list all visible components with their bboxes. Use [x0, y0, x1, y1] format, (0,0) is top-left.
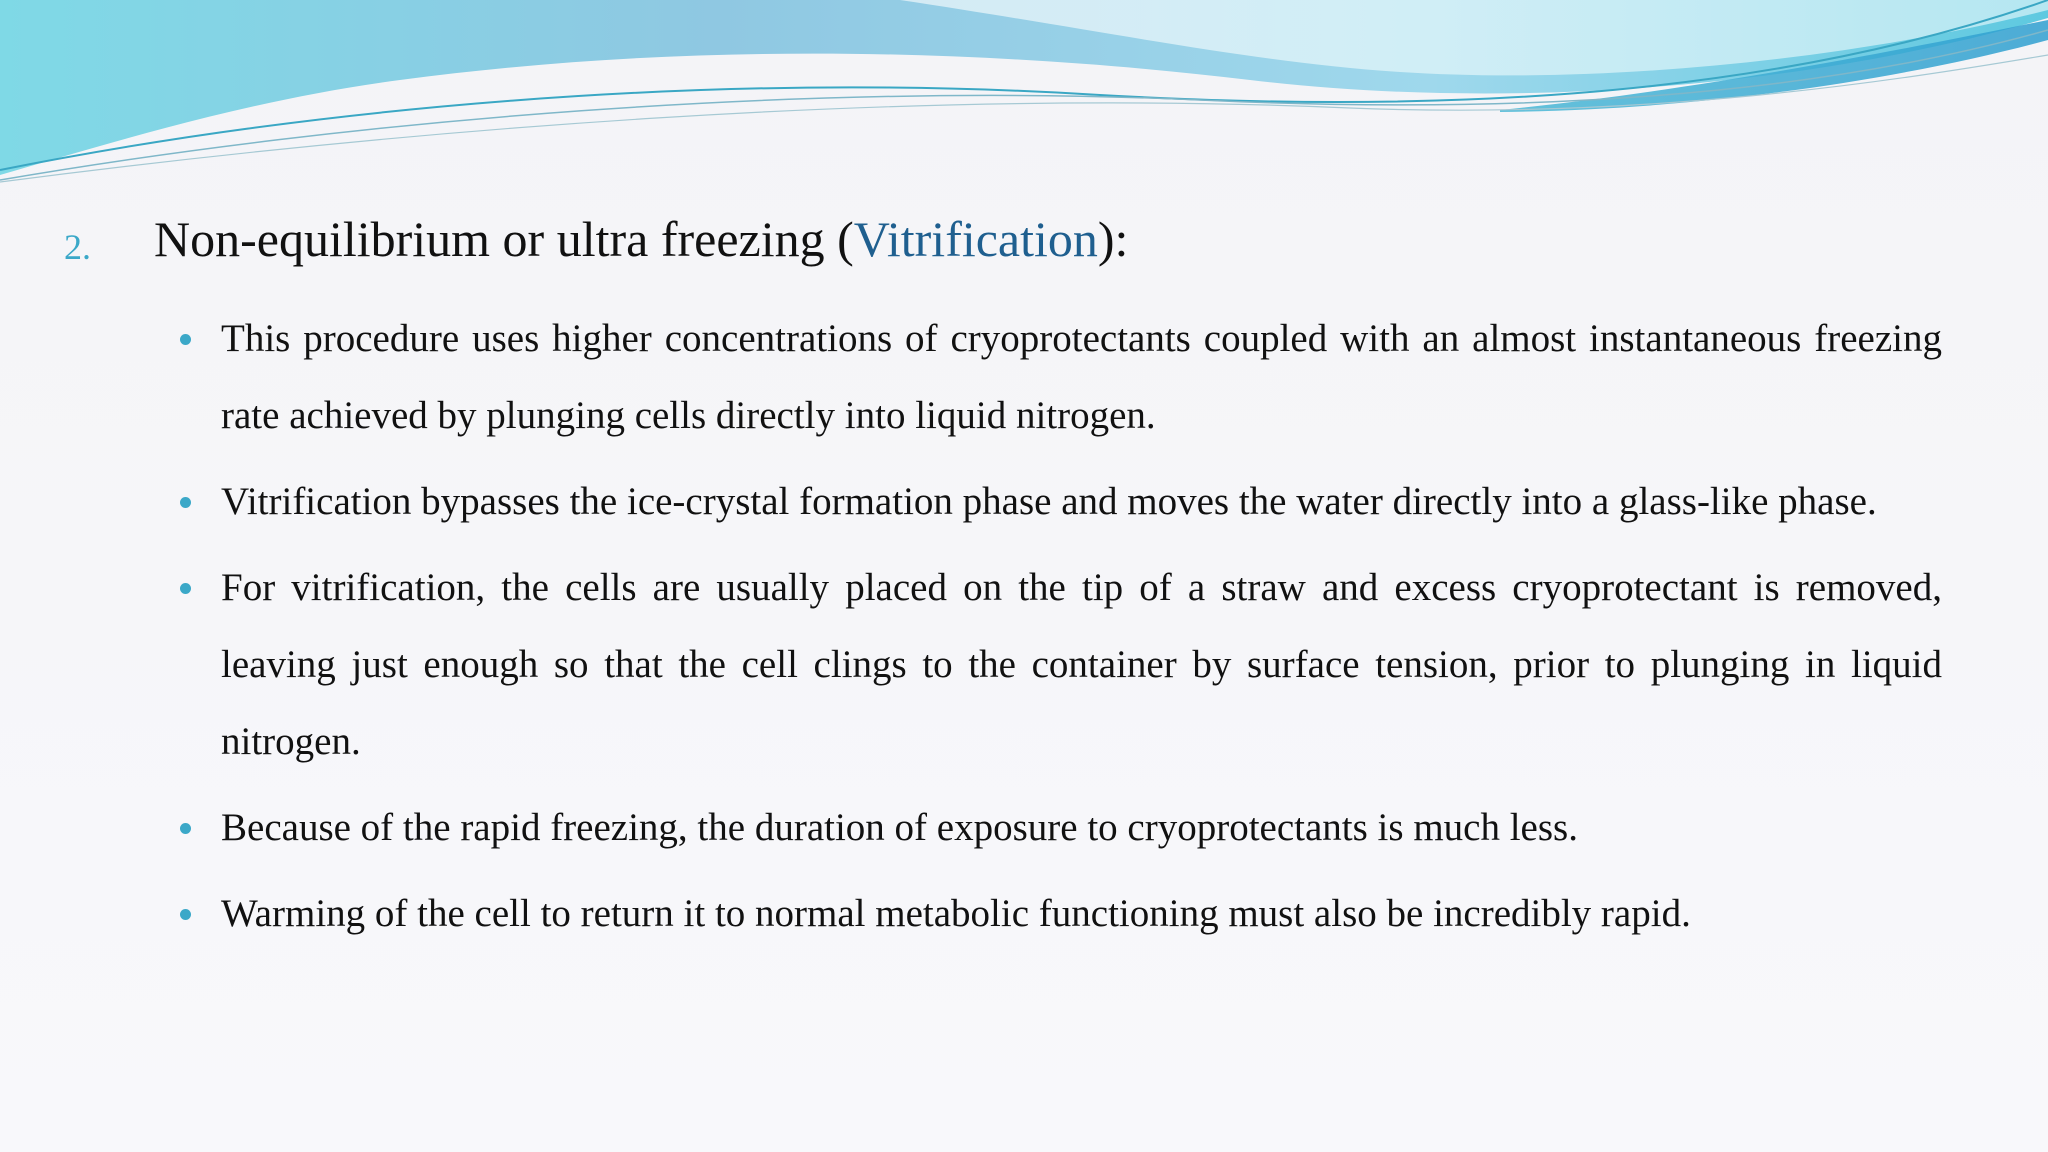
bullet-dot-icon — [180, 497, 191, 508]
bullet-dot-icon — [180, 909, 191, 920]
bullet-text: For vitrification, the cells are usually placed on the tip of a straw and excess cryoprotectant is removed, leaving just enough so that the cell clings to the container by surface tension, prior to plunging in liquid nitrogen. — [221, 566, 1942, 763]
heading-title-after: ): — [1097, 211, 1129, 267]
heading-title-before: Non-equilibrium or ultra freezing ( — [154, 211, 854, 267]
bullet-dot-icon — [180, 823, 191, 834]
decorative-wave-header — [0, 0, 2048, 200]
bullet-item — [180, 875, 1942, 952]
bullet-dot-icon — [180, 583, 191, 594]
bullet-item — [180, 549, 1942, 780]
bullet-list — [180, 300, 1942, 961]
heading-title-highlight: Vitrification — [853, 211, 1098, 267]
heading-title — [154, 210, 1128, 268]
bullet-text: Because of the rapid freezing, the duration of exposure to cryoprotectants is much less. — [221, 806, 1578, 849]
bullet-text: This procedure uses higher concentrations of cryoprotectants coupled with an almost instantaneous freezing rate achieved by plunging cells directly into liquid nitrogen. — [221, 317, 1942, 437]
bullet-item — [180, 789, 1942, 866]
bullet-item — [180, 300, 1942, 454]
bullet-dot-icon — [180, 334, 191, 345]
section-heading — [64, 208, 1964, 272]
bullet-text: Vitrification bypasses the ice-crystal formation phase and moves the water directly into a glass-like phase. — [221, 480, 1877, 523]
heading-number: 2. — [64, 227, 91, 267]
bullet-item — [180, 463, 1942, 540]
bullet-text: Warming of the cell to return it to normal metabolic functioning must also be incredibly rapid. — [221, 892, 1691, 935]
